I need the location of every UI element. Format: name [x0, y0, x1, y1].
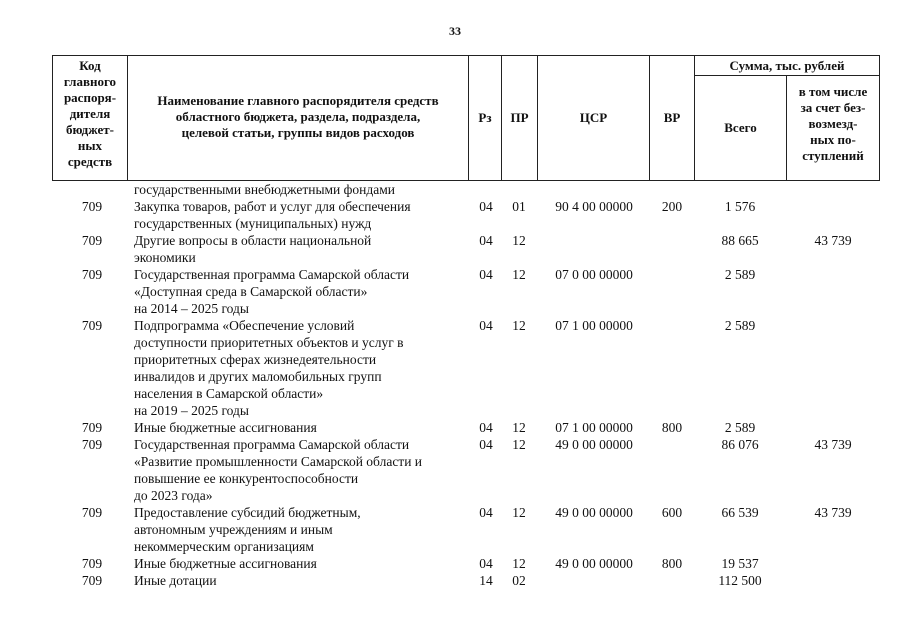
row-name-line: населения в Самарской области»: [134, 386, 324, 401]
row-csr: 49 0 00 00000: [555, 556, 633, 571]
row-name: [134, 317, 464, 419]
row-name-line: приоритетных сферах жизнедеятельности: [134, 352, 377, 367]
col-divider: [879, 55, 880, 181]
row-pr: 12: [512, 420, 526, 435]
header-incl-line: в том числе: [798, 84, 868, 99]
header-incl-line: за счет без-: [800, 100, 866, 115]
row-code: 709: [81, 505, 103, 520]
row-total: 112 500: [718, 573, 762, 588]
row-code: 709: [81, 556, 103, 571]
row-pr: 12: [512, 233, 526, 248]
row-code: 709: [81, 267, 103, 282]
header-name: [128, 93, 468, 141]
row-name-line: инвалидов и других маломобильных групп: [134, 369, 382, 384]
header-name-line: Наименование главного распорядителя средств: [157, 93, 439, 108]
row-pr: 12: [512, 318, 526, 333]
row-name-line: Иные бюджетные ассигнования: [134, 420, 317, 435]
header-sum: Сумма, тыс. рублей: [729, 58, 845, 73]
header-code-line: Код: [79, 58, 101, 73]
header-incl-line: ных по-: [810, 132, 856, 147]
row-incl: 43 739: [814, 437, 852, 452]
row-pr: 12: [512, 556, 526, 571]
header-incl-line: ступлений: [802, 148, 864, 163]
row-total: 19 537: [721, 556, 759, 571]
header-pr: ПР: [510, 110, 529, 125]
row-csr: 49 0 00 00000: [555, 505, 633, 520]
row-code: 709: [81, 233, 103, 248]
header-code-line: средств: [67, 154, 113, 169]
row-pr: 02: [512, 573, 526, 588]
header-code-line: распоря-: [63, 90, 117, 105]
row-rz: 04: [479, 233, 493, 248]
row-total: 2 589: [724, 420, 756, 435]
continuation-line: государственными внебюджетными фондами: [134, 182, 396, 197]
page-number: 33: [449, 24, 461, 38]
row-name-line: государственных (муниципальных) нужд: [134, 216, 372, 231]
header-total: Всего: [724, 120, 757, 135]
row-name-line: на 2019 – 2025 годы: [134, 403, 249, 418]
row-total: 88 665: [721, 233, 759, 248]
row-csr: 07 1 00 00000: [555, 420, 633, 435]
row-name-line: Закупка товаров, работ и услуг для обеспечения: [134, 199, 411, 214]
row-name: [134, 572, 464, 589]
row-vr: 800: [661, 556, 683, 571]
row-rz: 04: [479, 199, 493, 214]
row-rz: 04: [479, 556, 493, 571]
row-vr: 800: [661, 420, 683, 435]
header-code-line: ных: [77, 138, 103, 153]
header-csr: ЦСР: [579, 110, 608, 125]
row-csr: 90 4 00 00000: [555, 199, 633, 214]
row-name: [134, 436, 464, 504]
row-name: [134, 198, 464, 232]
row-rz: 04: [479, 267, 493, 282]
row-csr: 07 1 00 00000: [555, 318, 633, 333]
row-pr: 01: [512, 199, 526, 214]
row-name-line: экономики: [134, 250, 196, 265]
row-rz: 04: [479, 420, 493, 435]
row-rz: 04: [479, 505, 493, 520]
header-top-border: [52, 55, 880, 56]
row-code: 709: [81, 318, 103, 333]
row-name: [134, 555, 464, 572]
row-name-line: «Доступная среда в Самарской области»: [134, 284, 368, 299]
header-incl-line: возмезд-: [808, 116, 858, 131]
header-vr: ВР: [663, 110, 681, 125]
row-name-line: Иные бюджетные ассигнования: [134, 556, 317, 571]
row-rz: 04: [479, 437, 493, 452]
row-pr: 12: [512, 437, 526, 452]
header-code-line: бюджет-: [65, 122, 114, 137]
row-rz: 14: [479, 573, 493, 588]
header-code-line: дителя: [69, 106, 111, 121]
row-name-line: на 2014 – 2025 годы: [134, 301, 249, 316]
row-total: 66 539: [721, 505, 759, 520]
row-vr: 600: [661, 505, 683, 520]
row-code: 709: [81, 437, 103, 452]
sum-subheader-border: [694, 75, 880, 76]
row-csr: 07 0 00 00000: [555, 267, 633, 282]
row-name: [134, 504, 464, 555]
row-name-line: доступности приоритетных объектов и услуг в: [134, 335, 404, 350]
row-total: 2 589: [724, 318, 756, 333]
row-code: 709: [81, 199, 103, 214]
row-pr: 12: [512, 267, 526, 282]
row-total: 1 576: [724, 199, 756, 214]
header-code-line: главного: [63, 74, 117, 89]
row-name-line: до 2023 года»: [134, 488, 213, 503]
row-name-line: Государственная программа Самарской области: [134, 437, 410, 452]
row-incl: 43 739: [814, 233, 852, 248]
row-name-line: Государственная программа Самарской области: [134, 267, 410, 282]
row-rz: 04: [479, 318, 493, 333]
row-total: 2 589: [724, 267, 756, 282]
header-incl: [787, 84, 879, 164]
row-name-line: «Развитие промышленности Самарской области и: [134, 454, 423, 469]
row-name-line: автономным учреждениям и иным: [134, 522, 333, 537]
row-name: [134, 232, 464, 266]
row-pr: 12: [512, 505, 526, 520]
row-name-line: некоммерческим организациям: [134, 539, 314, 554]
header-name-line: областного бюджета, раздела, подраздела,: [175, 109, 421, 124]
row-code: 709: [81, 420, 103, 435]
header-rz: Рз: [478, 110, 492, 125]
row-name-line: Предоставление субсидий бюджетным,: [134, 505, 361, 520]
row-name-line: Иные дотации: [134, 573, 217, 588]
row-vr: 200: [661, 199, 683, 214]
row-name: [134, 419, 464, 436]
row-name-line: Подпрограмма «Обеспечение условий: [134, 318, 355, 333]
row-incl: 43 739: [814, 505, 852, 520]
row-name-line: Другие вопросы в области национальной: [134, 233, 372, 248]
row-name-line: повышение ее конкурентоспособности: [134, 471, 359, 486]
row-name: [134, 266, 464, 317]
row-csr: 49 0 00 00000: [555, 437, 633, 452]
row-total: 86 076: [721, 437, 759, 452]
header-code: [53, 58, 127, 170]
header-name-line: целевой статьи, группы видов расходов: [181, 125, 415, 140]
row-code: 709: [81, 573, 103, 588]
